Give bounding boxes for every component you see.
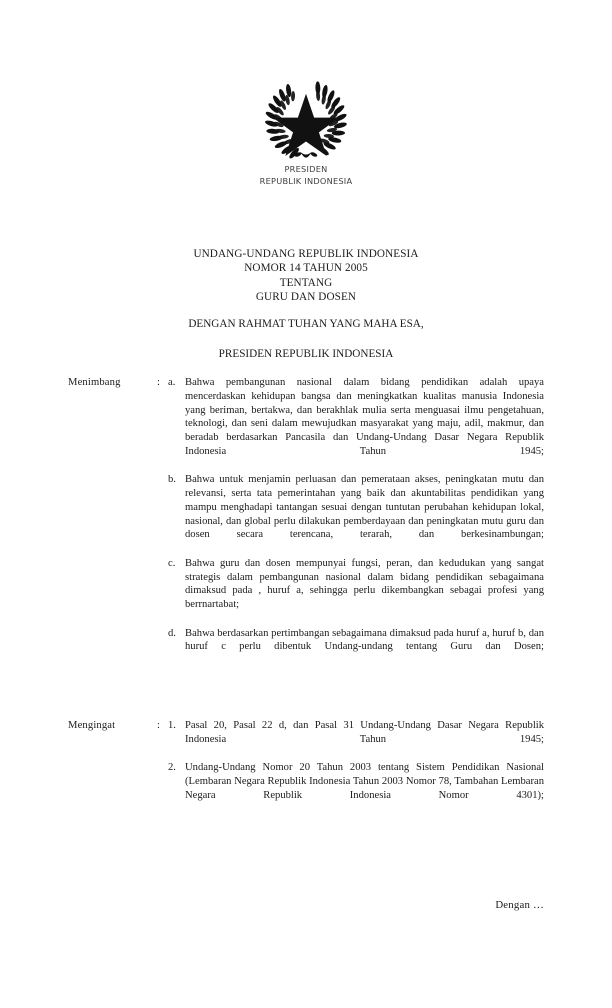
- clause-text: Pasal 20, Pasal 22 d, dan Pasal 31 Undang-Undang Dasar Negara Republik Indonesia Tahun 1945;: [185, 720, 544, 745]
- clause-marker: 2.: [168, 762, 176, 774]
- clause-item: [68, 761, 544, 816]
- section-label-menimbang: Menimbang: [68, 377, 121, 388]
- clause-marker: a.: [168, 377, 176, 388]
- page-catchword: Dengan …: [495, 899, 544, 911]
- letterhead-caption-line-1: PRESIDEN: [284, 164, 328, 174]
- preamble-block: [0, 317, 612, 362]
- authority-line: PRESIDEN REPUBLIK INDONESIA: [218, 348, 394, 361]
- title-line-subject: GURU DAN DOSEN: [255, 291, 357, 304]
- section-menimbang: [68, 376, 544, 668]
- clause-item: [68, 473, 544, 556]
- title-line-law-name: UNDANG-UNDANG REPUBLIK INDONESIA: [193, 248, 419, 260]
- letterhead-caption: [0, 164, 612, 187]
- letterhead: [0, 78, 612, 187]
- garuda-star-wreath-emblem: [258, 78, 354, 160]
- clause-text: Bahwa guru dan dosen mempunyai fungsi, peran, dan kedudukan yang sangat strategis dalam pembangunan nasional dalam bidang pendidikan sebagaimana dimaksud pada , huruf a, sehingga perlu dikembangkan sebagai profesi yang berrnartabat;: [185, 557, 544, 610]
- clause-text: Bahwa pembangunan nasional dalam bidang pendidikan adalah upaya mencerdaskan kehidupan bangsa dan meningkatkan kualitas manusia Indonesia yang beriman, bertakwa, dan berakhlak mulia serta menguasai ilmu pengetahuan, teknologi, dan seni dalam mewujudkan masyarakat yang maju, adil, makmur, dan beradab berdasarkan Pancasila dan Undang-Undang Dasar Negara Republik Indonesia Tahun 1945;: [185, 377, 544, 457]
- section-colon: :: [157, 720, 160, 731]
- page-title: [0, 247, 612, 305]
- clause-item: [68, 719, 544, 760]
- letterhead-caption-line-2: REPUBLIK INDONESIA: [259, 175, 353, 186]
- clause-marker: d.: [168, 627, 176, 639]
- title-line-number: NOMOR 14 TAHUN 2005: [244, 262, 368, 275]
- invocation-line: DENGAN RAHMAT TUHAN YANG MAHA ESA,: [188, 318, 424, 330]
- clause-marker: b.: [168, 474, 176, 486]
- clause-item: [68, 627, 544, 668]
- clause-item: [68, 376, 544, 472]
- clause-text: Bahwa untuk menjamin perluasan dan pemerataan akses, peningkatan mutu dan relevansi, serta tata pemerintahan yang baik dan akuntabilitas pendidikan yang mampu menghadapi tantangan sesuai dengan tuntutan perubahan kehidupan lokal, nasional, dan global perlu dilakukan pemberdayaan dan peningkatan mutu guru dan dosen secara terencana, terarah, dan berkesinambungan;: [185, 474, 544, 541]
- title-line-tentang: TENTANG: [279, 276, 333, 289]
- section-label-mengingat: Mengingat: [68, 720, 116, 731]
- clause-text: Bahwa berdasarkan pertimbangan sebagaimana dimaksud pada huruf a, huruf b, dan huruf c perlu dibentuk Undang-undang tentang Guru dan Dosen;: [185, 627, 544, 653]
- section-colon: :: [157, 377, 160, 388]
- clause-marker: c.: [168, 557, 176, 569]
- clause-text: Undang-Undang Nomor 20 Tahun 2003 tentang Sistem Pendidikan Nasional (Lembaran Negara Republik Indonesia Tahun 2003 Nomor 78, Tambahan Lembaran Negara Republik Indonesia Nomor 4301);: [185, 762, 544, 801]
- section-mengingat: [68, 719, 544, 816]
- clause-marker: 1.: [168, 720, 176, 731]
- clause-item: [68, 557, 544, 626]
